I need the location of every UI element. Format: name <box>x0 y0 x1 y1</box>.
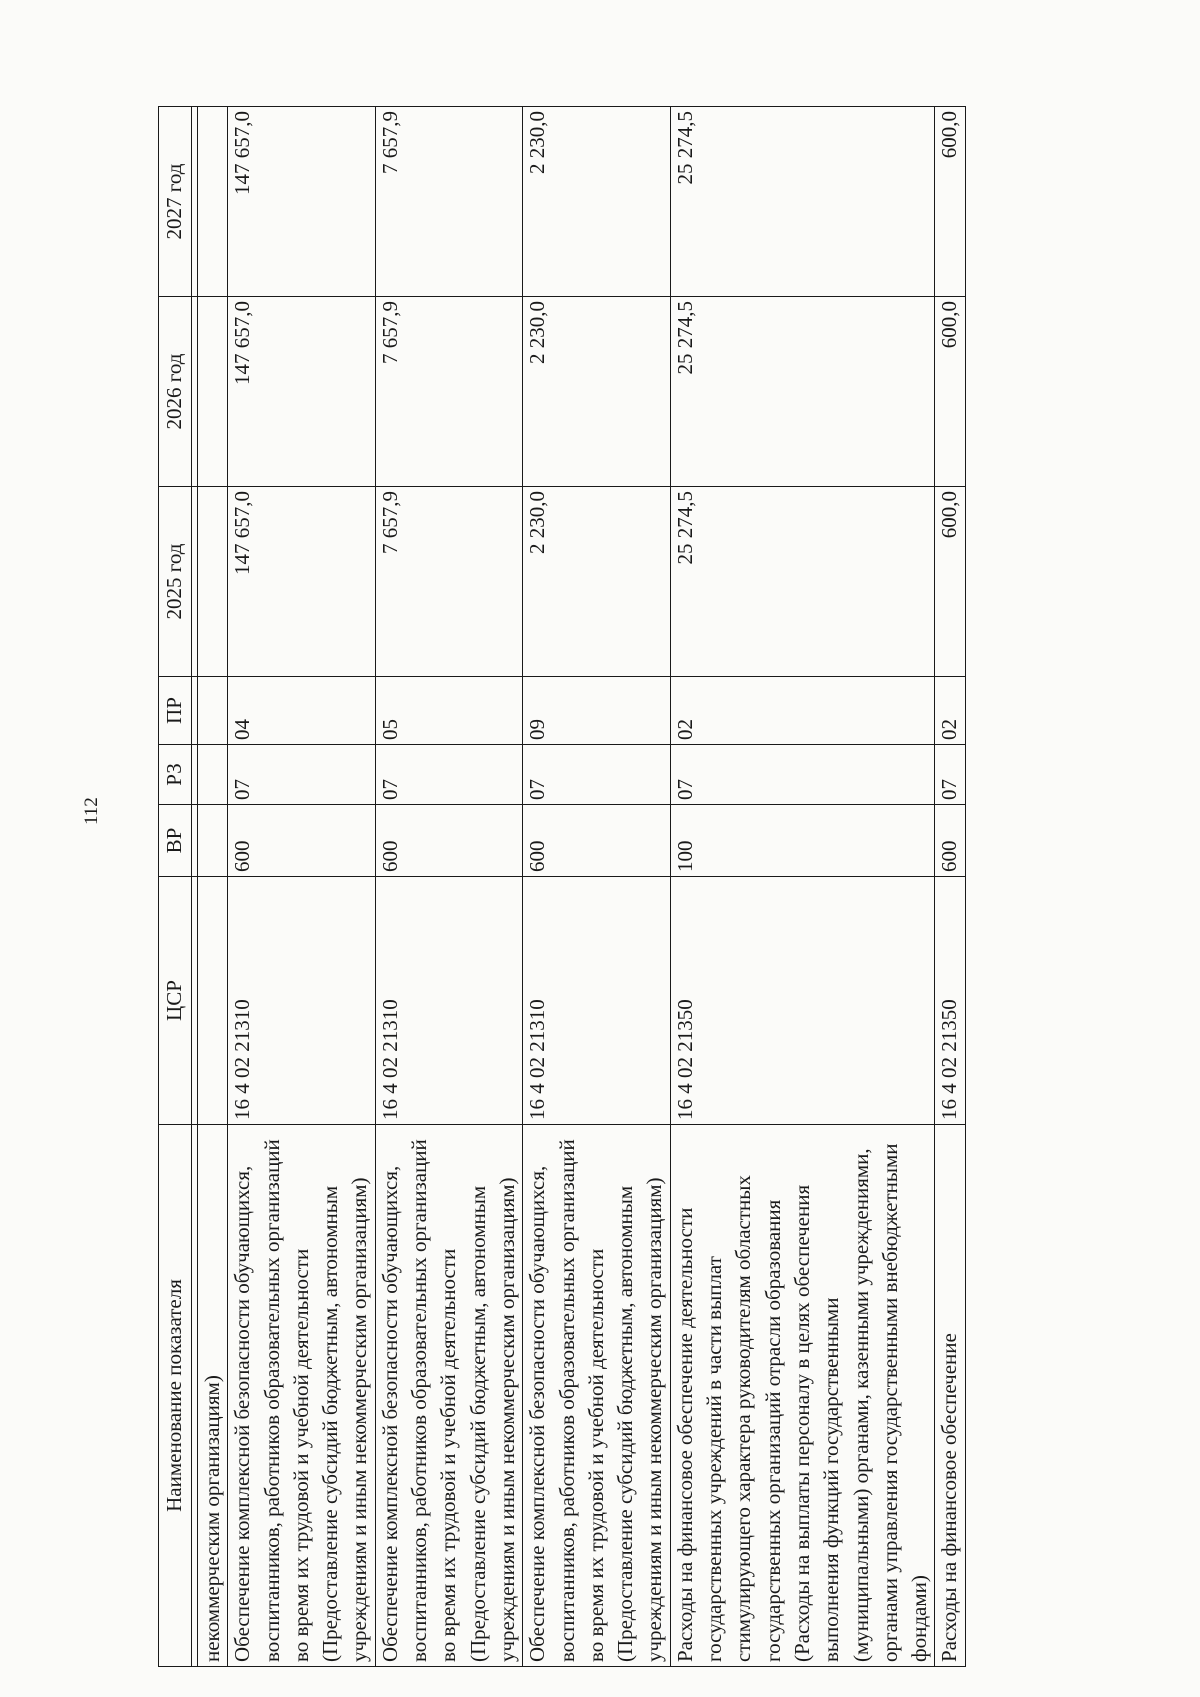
cell-rz: 07 <box>935 745 965 805</box>
cell-pr: 09 <box>523 677 670 745</box>
table-row <box>198 107 228 1667</box>
cell-pr <box>198 677 228 745</box>
cell-rz: 07 <box>670 745 935 805</box>
cell-csr: 16 4 02 21350 <box>670 877 935 1125</box>
cell-2027: 600,0 <box>935 107 965 297</box>
cell-2026 <box>198 297 228 487</box>
cell-name: Обеспечение комплексной безопасности обучающихся, воспитанников, работников образовательных организаций во время их трудовой и учебной деятельности (Предоставление субсидий бюджетным, автономным учреждениям и иным некоммерческим организациям) <box>523 1125 670 1667</box>
cell-2027: 147 657,0 <box>228 107 375 297</box>
header-pr: ПР <box>159 677 192 745</box>
cell-2026: 25 274,5 <box>670 297 935 487</box>
cell-2025: 25 274,5 <box>670 487 935 677</box>
cell-name: Обеспечение комплексной безопасности обучающихся, воспитанников, работников образовательных организаций во время их трудовой и учебной деятельности (Предоставление субсидий бюджетным, автономным учреждениям и иным некоммерческим организациям) <box>228 1125 375 1667</box>
cell-2025: 600,0 <box>935 487 965 677</box>
cell-rz: 07 <box>523 745 670 805</box>
header-vr: ВР <box>159 805 192 877</box>
cell-2025: 2 230,0 <box>523 487 670 677</box>
header-csr: ЦСР <box>159 877 192 1125</box>
cell-csr: 16 4 02 21310 <box>523 877 670 1125</box>
cell-2027: 2 230,0 <box>523 107 670 297</box>
cell-2027: 7 657,9 <box>375 107 522 297</box>
cell-name: Расходы на финансовое обеспечение деятельности государственных учреждений в части выплат стимулирующего характера руководителям областных государственных организаций отрасли образования (Расходы на выплаты персоналу в целях обеспечения выполнения функций государственными (муниципальными) органами, казенными учреждениями, органами управления государственными внебюджетными фондами) <box>670 1125 935 1667</box>
cell-2025: 7 657,9 <box>375 487 522 677</box>
page-number: 112 <box>81 797 102 825</box>
cell-2027 <box>198 107 228 297</box>
header-2025: 2025 год <box>159 487 192 677</box>
cell-vr: 600 <box>375 805 522 877</box>
cell-rz: 07 <box>375 745 522 805</box>
cell-vr: 600 <box>228 805 375 877</box>
cell-vr: 600 <box>935 805 965 877</box>
cell-csr <box>198 877 228 1125</box>
cell-2025: 147 657,0 <box>228 487 375 677</box>
table-row <box>523 107 670 1667</box>
table-row <box>228 107 375 1667</box>
cell-pr: 05 <box>375 677 522 745</box>
cell-rz: 07 <box>228 745 375 805</box>
cell-vr: 100 <box>670 805 935 877</box>
table-header-row <box>159 107 192 1667</box>
cell-2027: 25 274,5 <box>670 107 935 297</box>
cell-2026: 600,0 <box>935 297 965 487</box>
header-rz: РЗ <box>159 745 192 805</box>
cell-csr: 16 4 02 21310 <box>375 877 522 1125</box>
cell-pr: 02 <box>935 677 965 745</box>
table-row <box>935 107 965 1667</box>
cell-pr: 02 <box>670 677 935 745</box>
header-2026: 2026 год <box>159 297 192 487</box>
budget-table <box>158 106 966 1667</box>
header-name: Наименование показателя <box>159 1125 192 1667</box>
cell-csr: 16 4 02 21350 <box>935 877 965 1125</box>
table-row <box>375 107 522 1667</box>
table-row <box>670 107 935 1667</box>
cell-name: некоммерческим организациям) <box>198 1125 228 1667</box>
cell-2026: 7 657,9 <box>375 297 522 487</box>
header-2027: 2027 год <box>159 107 192 297</box>
cell-2026: 2 230,0 <box>523 297 670 487</box>
cell-2025 <box>198 487 228 677</box>
cell-name: Расходы на финансовое обеспечение <box>935 1125 965 1667</box>
cell-csr: 16 4 02 21310 <box>228 877 375 1125</box>
cell-2026: 147 657,0 <box>228 297 375 487</box>
cell-rz <box>198 745 228 805</box>
budget-table-rotated <box>158 106 966 1667</box>
cell-vr <box>198 805 228 877</box>
cell-name: Обеспечение комплексной безопасности обучающихся, воспитанников, работников образовательных организаций во время их трудовой и учебной деятельности (Предоставление субсидий бюджетным, автономным учреждениям и иным некоммерческим организациям) <box>375 1125 522 1667</box>
cell-vr: 600 <box>523 805 670 877</box>
cell-pr: 04 <box>228 677 375 745</box>
